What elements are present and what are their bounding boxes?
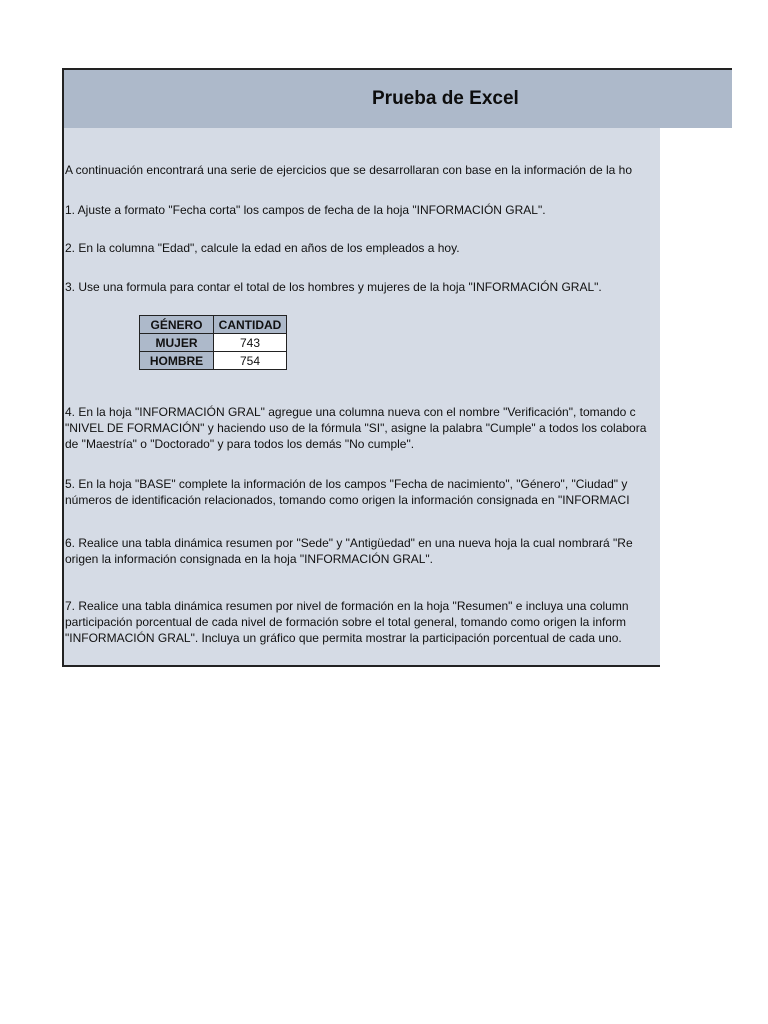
exercise-6-line-1: 6. Realice una tabla dinámica resumen por "Sede" y "Antigüedad" en una nueva hoja la cual nombrará "Re <box>65 536 633 550</box>
exercise-7-line-1: 7. Realice una tabla dinámica resumen por nivel de formación en la hoja "Resumen" e incluya una column <box>65 599 629 613</box>
col-header-genero[interactable]: GÉNERO <box>140 316 214 334</box>
intro-text: A continuación encontrará una serie de ejercicios que se desarrollaran con base en la información de la ho <box>65 163 633 177</box>
exercise-7-line-2: participación porcentual de cada nivel de formación sobre el total general, tomando como origen la inform <box>65 615 626 629</box>
exercise-1: 1. Ajuste a formato "Fecha corta" los campos de fecha de la hoja "INFORMACIÓN GRAL". <box>65 203 546 217</box>
gender-count-table <box>139 315 287 370</box>
cell-hombre-count[interactable]: 754 <box>214 352 287 370</box>
exercise-6-line-2: origen la información consignada en la hoja "INFORMACIÓN GRAL". <box>65 552 434 566</box>
table-row <box>140 352 287 370</box>
page-title: Prueba de Excel <box>372 88 519 109</box>
cell-mujer-count[interactable]: 743 <box>214 334 287 352</box>
exercise-4-line-1: 4. En la hoja "INFORMACIÓN GRAL" agregue una columna nueva con el nombre "Verificación", tomando c <box>65 405 636 419</box>
worksheet-area <box>62 68 660 667</box>
col-header-cantidad[interactable]: CANTIDAD <box>214 316 287 334</box>
exercise-4-line-2: "NIVEL DE FORMACIÓN" y haciendo uso de la fórmula "SI", asigne la palabra "Cumple" a todos los colabora <box>65 421 647 435</box>
exercise-7-line-3: "INFORMACIÓN GRAL". Incluya un gráfico que permita mostrar la participación porcentual de cada uno. <box>65 631 622 645</box>
exercise-2: 2. En la columna "Edad", calcule la edad en años de los empleados a hoy. <box>65 241 460 255</box>
exercise-5-line-1: 5. En la hoja "BASE" complete la información de los campos "Fecha de nacimiento", "Género", "Ciudad" y <box>65 477 628 491</box>
table-row <box>140 334 287 352</box>
exercise-5-line-2: números de identificación relacionados, tomando como origen la información consignada en "INFORMACI <box>65 493 630 507</box>
exercise-3: 3. Use una formula para contar el total de los hombres y mujeres de la hoja "INFORMACIÓN GRAL". <box>65 280 602 294</box>
title-banner <box>62 68 732 128</box>
row-label-hombre[interactable]: HOMBRE <box>140 352 214 370</box>
row-label-mujer[interactable]: MUJER <box>140 334 214 352</box>
exercise-4-line-3: de "Maestría" o "Doctorado" y para todos los demás "No cumple". <box>65 437 415 451</box>
